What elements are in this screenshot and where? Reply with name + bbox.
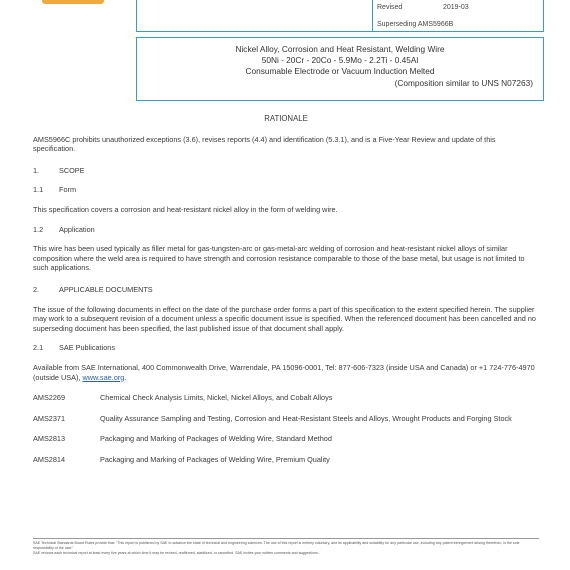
title-box <box>136 37 544 101</box>
reference-code: AMS2371 <box>33 413 66 423</box>
scope-heading: 1. SCOPE <box>33 165 85 175</box>
superseding-row <box>377 21 453 28</box>
sae-publications-text: Available from SAE International, 400 Commonwealth Drive, Warrendale, PA 15096-0001, Tel: 877-606-7323 (inside USA and Canada) or +1 724-776-4970 (outside USA), www.sae.org. <box>33 362 535 382</box>
header-box <box>136 0 544 32</box>
title-line-3: Consumable Electrode or Vacuum Induction Melted <box>245 66 435 77</box>
header-divider <box>372 0 373 32</box>
reference-description: Packaging and Marking of Packages of Welding Wire, Premium Quality <box>100 454 330 464</box>
application-heading: 1.2 Application <box>33 224 95 234</box>
reference-description: Chemical Check Analysis Limits, Nickel, Nickel Alloys, and Cobalt Alloys <box>100 393 333 403</box>
footer-line-2: SAE reviews each technical report at least every five years at which time it may be revised, reaffirmed, stabilized, or cancelled. SAE invites your written comments and suggestions. <box>33 550 319 555</box>
reference-description: Packaging and Marking of Packages of Welding Wire, Standard Method <box>100 434 332 444</box>
superseding-label: Superseding AMS5966B <box>377 21 454 28</box>
reference-code: AMS2269 <box>33 393 66 403</box>
footer-divider <box>33 538 539 539</box>
reference-code: AMS2814 <box>33 454 66 464</box>
application-text: This wire has been used typically as filler metal for gas-tungsten-arc or gas-metal-arc welding of corrosion and heat-resistant nickel alloys of similar composition where the weld area is required to have strength and corrosion resistance comparable to those of the base metal, but usage is not limited to such applications. <box>33 244 525 273</box>
reference-item <box>33 414 539 424</box>
rationale-heading: RATIONALE <box>264 114 308 123</box>
applicable-documents-text: The issue of the following documents in effect on the date of the purchase order forms a part of this specification to the extent specified herein. The supplier may work to a subsequent revision of a document unless a specific document issue is specified. When the referenced document has been cancelled and no superseding document has been specified, the last published issue of that document shall apply. <box>33 304 536 333</box>
rationale-text: AMS5966C prohibits unauthorized exceptions (3.6), revises reports (4.4) and identification (5.3.1), and is a Five-Year Review and update of this specification. <box>33 134 496 154</box>
applicable-documents-heading: 2. APPLICABLE DOCUMENTS <box>33 284 153 294</box>
form-heading: 1.1 Form <box>33 185 77 195</box>
revised-row <box>377 4 469 11</box>
title-line-2: 50Ni - 20Cr - 20Co - 5.9Mo - 2.2Ti - 0.45Al <box>261 55 419 66</box>
sae-publications-heading: 2.1 SAE Publications <box>33 343 115 353</box>
title-line-1: Nickel Alloy, Corrosion and Heat Resistant, Welding Wire <box>235 44 445 54</box>
revised-label: Revised <box>377 4 403 11</box>
document-body <box>33 110 539 464</box>
form-text: This specification covers a corrosion and heat-resistant nickel alloy in the form of welding wire. <box>33 204 338 214</box>
reference-item <box>33 434 539 444</box>
reference-item <box>33 455 539 465</box>
reference-description: Quality Assurance Sampling and Testing, Corrosion and Heat-Resistant Steels and Alloys, Wrought Products and Forging Stock <box>100 413 512 423</box>
title-line-4: (Composition similar to UNS N07263) <box>394 77 533 88</box>
sae-website-link[interactable]: www.sae.org <box>82 372 125 382</box>
footer-line-1: SAE Technical Standards Board Rules provide that: "This report is published by SAE to advance the state of technical and engineering sciences. The use of this report is entirely voluntary, and its applicability and suitability for any particular use, including any patent infringement arising therefrom, is the sole responsibility of the user." <box>33 541 520 550</box>
reference-code: AMS2813 <box>33 434 66 444</box>
sae-logo-fragment <box>42 0 104 4</box>
reference-item <box>33 393 539 403</box>
revised-value: 2019-03 <box>443 4 469 11</box>
footer-notice <box>33 541 539 555</box>
